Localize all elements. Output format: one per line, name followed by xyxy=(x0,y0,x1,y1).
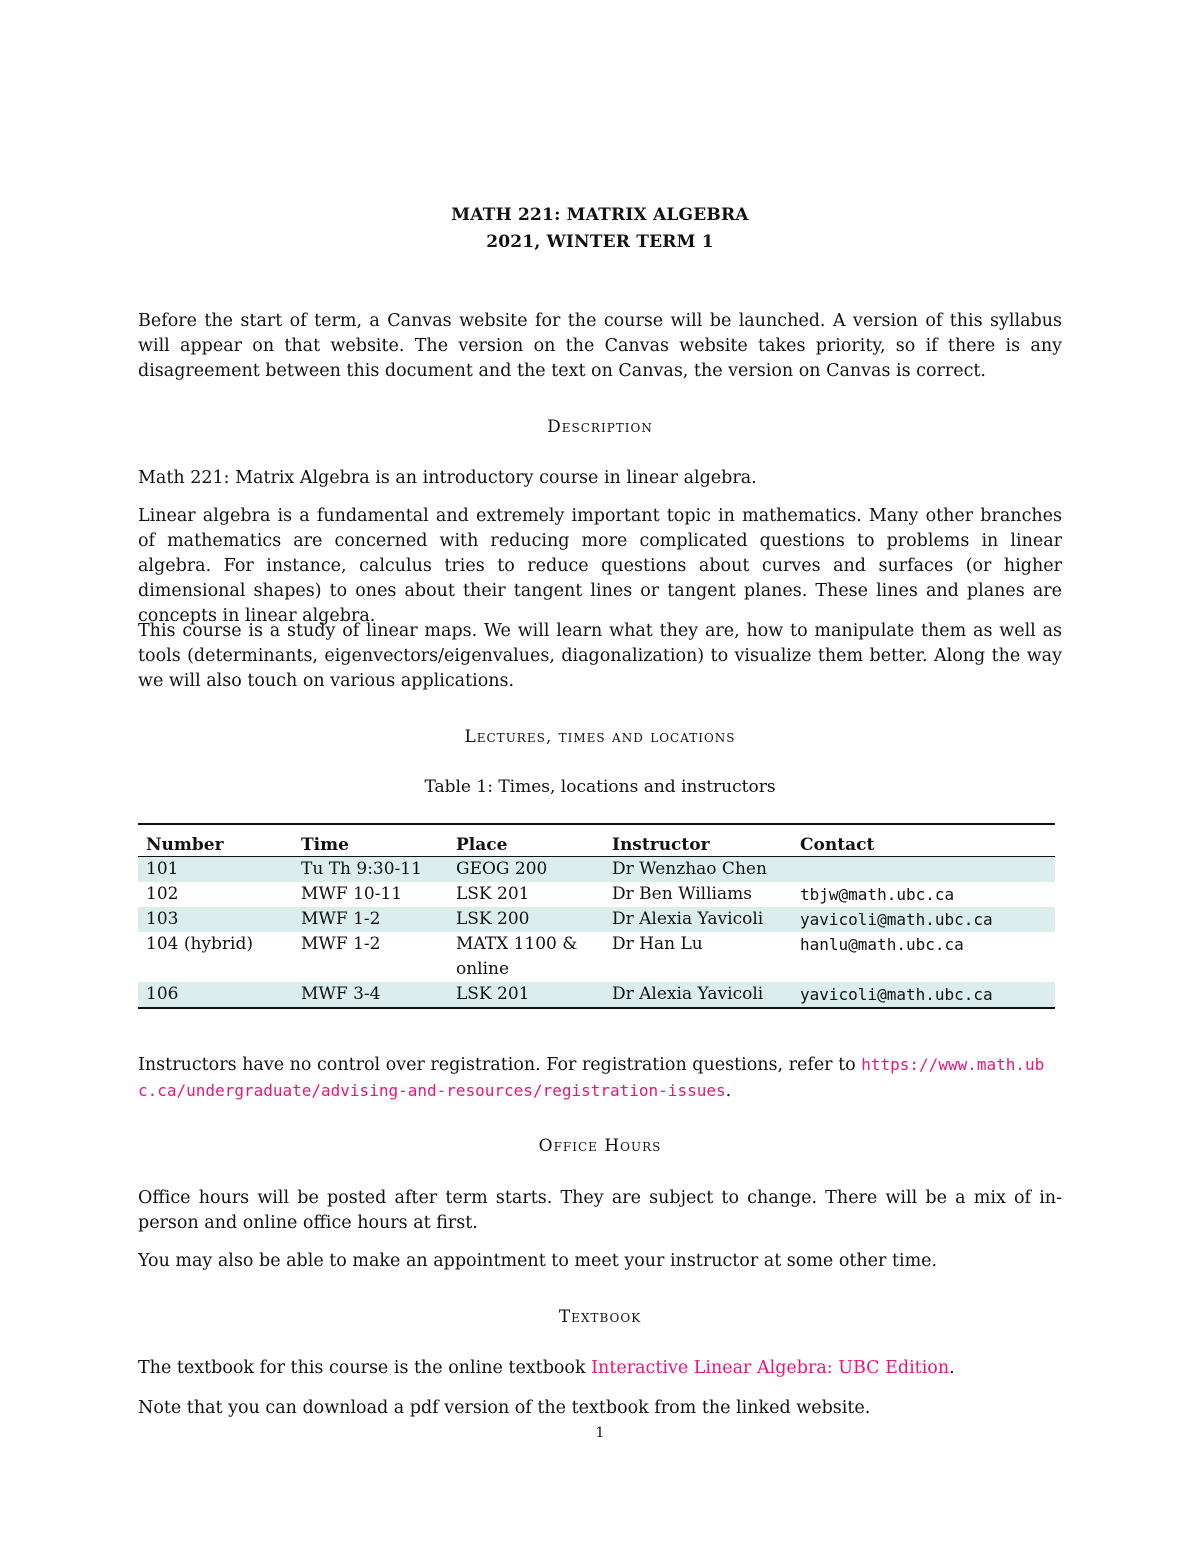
description-paragraph-2: Linear algebra is a fundamental and extremely important topic in mathematics. Many other branches of mathematics are concerned with reducing more complicated questions to problems in linear algebra. For instance, calculus tries to reduce questions about curves and surfaces (or higher dimensional shapes) to ones about their tangent lines or tangent planes. These lines and planes are concepts in linear algebra. xyxy=(138,506,1062,626)
table-cell: LSK 201 xyxy=(456,884,530,904)
table-row xyxy=(138,982,1055,1008)
table-cell-email: yavicoli@math.ubc.ca xyxy=(792,907,1055,932)
column-header-number: Number xyxy=(138,824,293,857)
column-header-place: Place xyxy=(448,824,604,857)
column-header-time: Time xyxy=(293,824,448,857)
office-hours-paragraph-2: You may also be able to make an appointment to meet your instructor at some other time. xyxy=(138,1251,938,1271)
registration-paragraph xyxy=(138,1052,1062,1104)
column-header-contact: Contact xyxy=(792,824,1055,857)
table-cell: 103 xyxy=(138,907,293,932)
section-heading-office-hours: Office Hours xyxy=(538,1136,662,1156)
registration-link[interactable]: https://www.math.ubc.ca/undergraduate/advising-and-resources/registration-issues xyxy=(138,1055,1045,1100)
course-title: MATH 221: MATRIX ALGEBRA xyxy=(451,205,749,225)
table-cell: 102 xyxy=(146,884,179,904)
table-cell: Dr Han Lu xyxy=(612,934,703,954)
textbook-paragraph-1 xyxy=(138,1356,1062,1381)
table-cell: MWF 1-2 xyxy=(301,934,381,954)
table-cell-email: tbjw@math.ubc.ca xyxy=(800,885,955,904)
table-cell-email xyxy=(792,857,1055,883)
textbook-text: The textbook for this course is the online textbook xyxy=(138,1358,592,1378)
registration-end: . xyxy=(725,1081,732,1101)
registration-text: Instructors have no control over registration. For registration questions, refer to xyxy=(138,1055,862,1075)
table-cell: Dr Ben Williams xyxy=(612,884,752,904)
table-cell-email: hanlu@math.ubc.ca xyxy=(800,935,964,954)
table-row xyxy=(138,882,1055,907)
section-heading-textbook: Textbook xyxy=(558,1307,642,1327)
section-heading-description: Description xyxy=(547,417,653,437)
column-header-instructor: Instructor xyxy=(604,824,792,857)
table-cell: 106 xyxy=(138,982,293,1008)
table-cell: MWF 3-4 xyxy=(293,982,448,1008)
course-term: 2021, WINTER TERM 1 xyxy=(486,232,714,252)
table-cell: LSK 201 xyxy=(448,982,604,1008)
table-cell: GEOG 200 xyxy=(448,857,604,883)
table-cell: Dr Wenzhao Chen xyxy=(604,857,792,883)
table-cell-email: yavicoli@math.ubc.ca xyxy=(792,982,1055,1008)
table-header-row xyxy=(138,824,1055,857)
description-paragraph-1: Math 221: Matrix Algebra is an introductory course in linear algebra. xyxy=(138,468,757,488)
table-caption: Table 1: Times, locations and instructors xyxy=(424,777,776,797)
table-cell: Dr Alexia Yavicoli xyxy=(604,982,792,1008)
section-heading-lectures: Lectures, times and locations xyxy=(464,727,736,747)
textbook-link[interactable]: Interactive Linear Algebra: UBC Edition xyxy=(591,1358,950,1378)
textbook-paragraph-2: Note that you can download a pdf version of the textbook from the linked website. xyxy=(138,1398,871,1418)
table-cell: Dr Alexia Yavicoli xyxy=(604,907,792,932)
table-cell: 101 xyxy=(138,857,293,883)
office-hours-paragraph-1: Office hours will be posted after term starts. They are subject to change. There will be a mix of in-person and online office hours at first. xyxy=(138,1188,1062,1233)
schedule-table xyxy=(138,823,1055,1009)
table-row xyxy=(138,907,1055,932)
table-row xyxy=(138,932,1055,982)
table-cell: MWF 10-11 xyxy=(301,884,403,904)
textbook-end: . xyxy=(949,1358,955,1378)
table-cell: LSK 200 xyxy=(448,907,604,932)
table-row xyxy=(138,857,1055,883)
table-cell: MATX 1100 & online xyxy=(456,934,578,979)
description-paragraph-3: This course is a study of linear maps. We will learn what they are, how to manipulate them as well as tools (determinants, eigenvectors/eigenvalues, diagonalization) to visualize them better. Along the way we will also touch on various applications. xyxy=(138,621,1062,691)
page-number: 1 xyxy=(595,1425,605,1441)
intro-paragraph: Before the start of term, a Canvas website for the course will be launched. A version of this syllabus will appear on that website. The version on the Canvas website takes priority, so if there is any disagreement between this document and the text on Canvas, the version on Canvas is correct. xyxy=(138,311,1062,381)
table-cell: Tu Th 9:30-11 xyxy=(293,857,448,883)
table-cell: 104 (hybrid) xyxy=(146,934,253,954)
table-cell: MWF 1-2 xyxy=(293,907,448,932)
